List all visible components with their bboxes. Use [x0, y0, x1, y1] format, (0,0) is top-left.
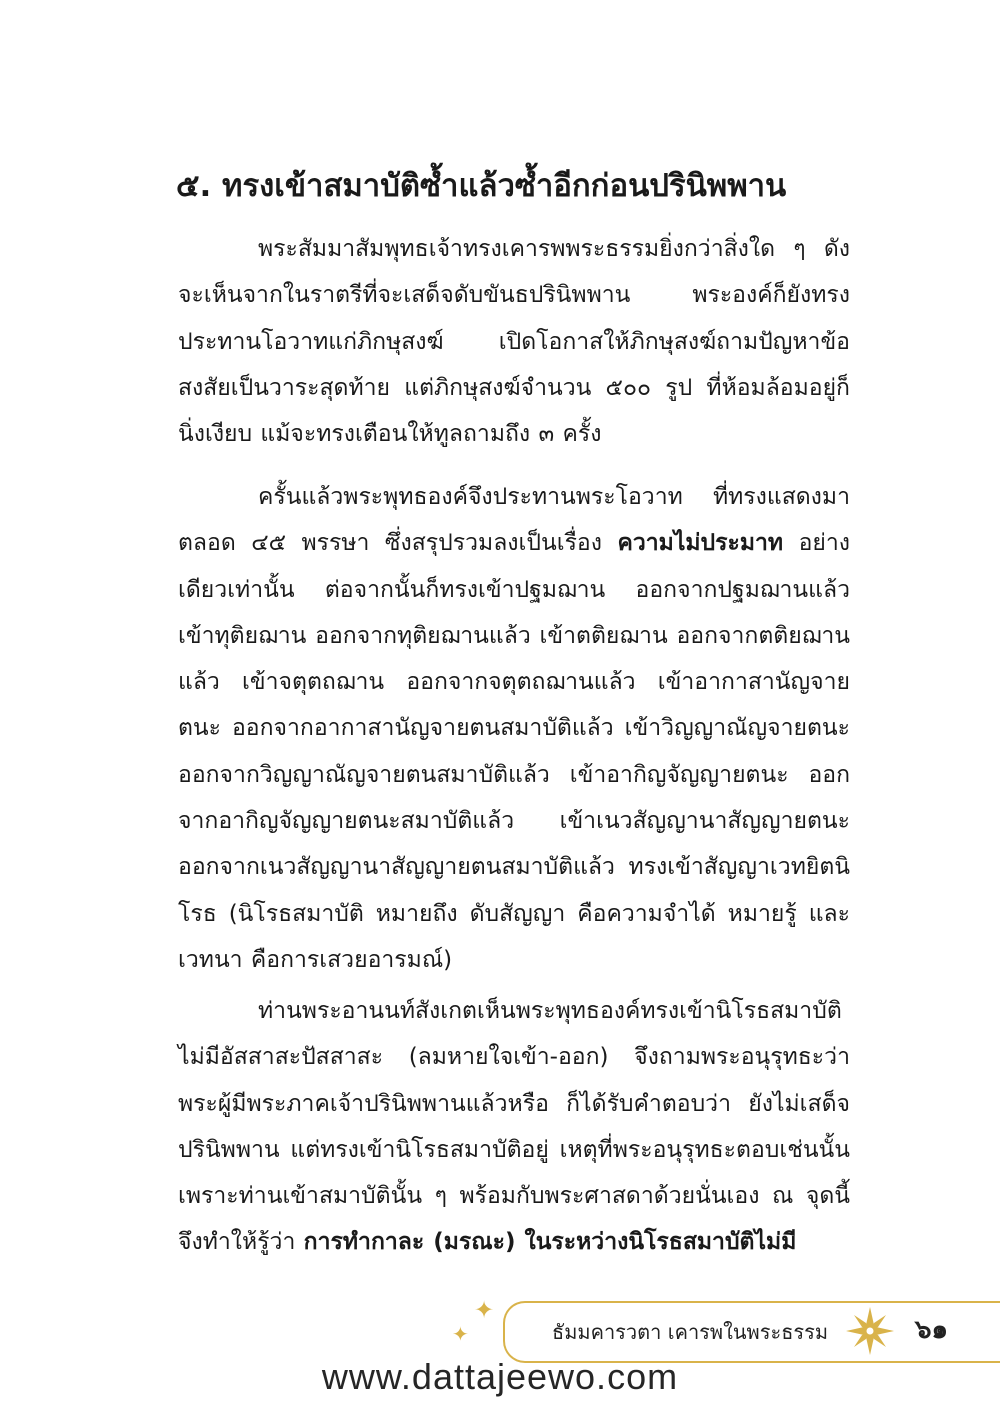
footer-book-title: ธัมมคารวตา เคารพในพระธรรม: [552, 1320, 829, 1344]
paragraph-3-text: ท่านพระอานนท์สังเกตเห็นพระพุทธองค์ทรงเข้านิโรธสมาบัติ ไม่มีอัสสาสะปัสสาสะ (ลมหายใจเข้า-ออก) จึงถามพระอนุรุทธะว่า พระผู้มีพระภาคเจ้าปรินิพพานแล้วหรือ ก็ได้รับคำตอบว่า ยังไม่เสด็จปรินิพพาน แต่ทรงเข้านิโรธสมาบัติอยู่ เหตุที่พระอนุรุทธะตอบเช่นนั้นเพราะท่านเข้าสมาบัตินั้น ๆ พร้อมกับพระศาสดาด้วยนั่นเอง ณ จุดนี้ จึงทำให้รู้ว่า: [178, 998, 850, 1256]
paragraph-2: [178, 474, 850, 983]
paragraph-2-emphasis: ความไม่ประมาท: [617, 530, 784, 557]
page-title: ๕. ทรงเข้าสมาบัติซ้ำแล้วซ้ำอีกก่อนปรินิพพาน: [176, 168, 787, 204]
paragraph-2-text-start: ครั้นแล้วพระพุทธองค์จึงประทานพระโอวาท ที่ทรงแสดงมาตลอด ๔๕ พรรษา ซึ่งสรุปรวมลงเป็นเรื่อง: [178, 484, 850, 557]
website-url[interactable]: www.dattajeewo.com: [321, 1356, 679, 1397]
sparkle-icon: ✦: [474, 1296, 495, 1324]
page-number: ๖๑: [915, 1315, 949, 1345]
gold-flower-ornament-icon: [842, 1303, 898, 1359]
paragraph-1: พระสัมมาสัมพุทธเจ้าทรงเคารพพระธรรมยิ่งกว่าสิ่งใด ๆ ดังจะเห็นจากในราตรีที่จะเสด็จดับขันธปรินิพพาน พระองค์ก็ยังทรงประทานโอวาทแก่ภิกษุสงฆ์ เปิดโอกาสให้ภิกษุสงฆ์ถามปัญหาข้อสงสัยเป็นวาระสุดท้าย แต่ภิกษุสงฆ์จำนวน ๕๐๐ รูป ที่ห้อมล้อมอยู่ก็นิ่งเงียบ แม้จะทรงเตือนให้ทูลถามถึง ๓ ครั้ง: [178, 236, 850, 448]
paragraph-3: [178, 988, 850, 1266]
sparkle-small-icon: ✦: [452, 1322, 469, 1346]
paragraph-3-emphasis: การทำกาละ (มรณะ) ในระหว่างนิโรธสมาบัติไม่มี: [303, 1229, 797, 1256]
paragraph-2-text-end: อย่างเดียวเท่านั้น ต่อจากนั้นก็ทรงเข้าปฐมฌาน ออกจากปฐมฌานแล้ว เข้าทุติยฌาน ออกจากทุติยฌานแล้ว เข้าตติยฌาน ออกจากตติยฌานแล้ว เข้าจตุตถฌาน ออกจากจตุตถฌานแล้ว เข้าอากาสานัญจายตนะ ออกจากอากาสานัญจายตนสมาบัติแล้ว เข้าวิญญาณัญจายตนะ ออกจากวิญญาณัญจายตนสมาบัติแล้ว เข้าอากิญจัญญายตนะ ออกจากอากิญจัญญายตนะสมาบัติแล้ว เข้าเนวสัญญานาสัญญายตนะ ออกจากเนวสัญญานาสัญญายตนสมาบัติแล้ว ทรงเข้าสัญญาเวทยิตนิโรธ (นิโรธสมาบัติ หมายถึง ดับสัญญา คือความจำได้ หมายรู้ และเวทนา คือการเสวยอารมณ์): [178, 530, 850, 973]
